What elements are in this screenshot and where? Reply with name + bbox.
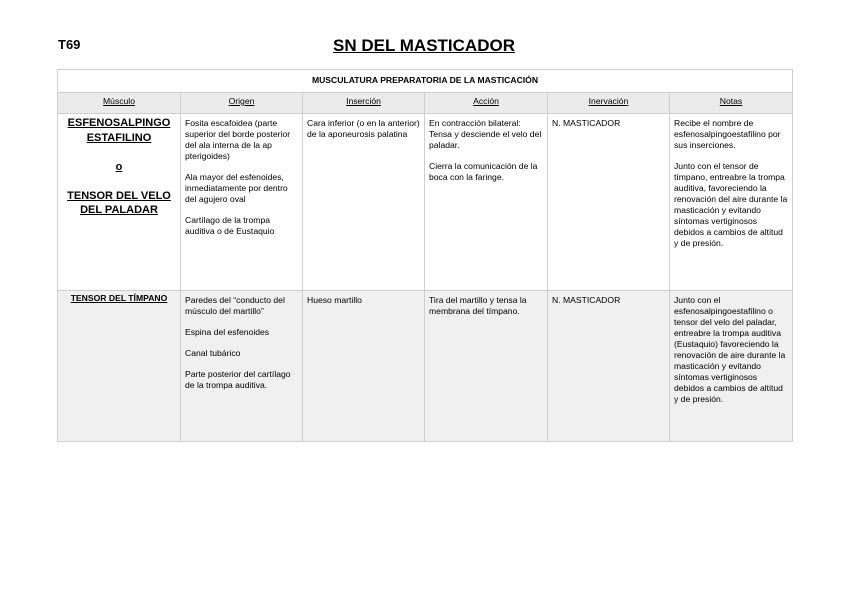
origin-text: Paredes del “conducto del músculo del martillo”: [185, 295, 285, 316]
insertion-cell: [303, 291, 425, 442]
muscle-name-line: TENSOR DEL VELO: [67, 189, 171, 202]
muscle-name-line: ESTAFILINO: [86, 131, 152, 144]
table-row: [58, 291, 793, 442]
muscle-name-line: DEL PALADAR: [80, 204, 158, 217]
musculature-table: [57, 69, 793, 442]
action-text: En contracción bilateral: Tensa y desciende el velo del paladar.: [429, 118, 542, 150]
document-title: SN DEL MASTICADOR: [333, 36, 515, 55]
table-banner: MUSCULATURA PREPARATORIA DE LA MASTICACIÓN: [58, 70, 793, 93]
notes-text: Junto con el tensor de tímpano, entreabre la trompa auditiva, favoreciendo la renovación del aire durante la masticación y evitando síntomas vertiginosos debidos a cambios de altitud y de presión.: [674, 161, 788, 248]
muscle-name-or: o: [115, 160, 123, 173]
notes-cell: [670, 291, 793, 442]
notes-cell: [670, 114, 793, 291]
muscle-name-line: TENSOR DEL TÍMPANO: [70, 293, 168, 303]
header-accion: Acción: [425, 93, 548, 114]
innervation-cell: [548, 114, 670, 291]
header-insercion: Inserción: [303, 93, 425, 114]
origin-text: Espina del esfenoides: [185, 327, 270, 337]
action-cell: [425, 291, 548, 442]
header-row: [58, 93, 793, 114]
origin-text: Parte posterior del cartílago de la trompa auditiva.: [185, 369, 291, 390]
action-text: Cierra la comunicación de la boca con la faringe.: [429, 161, 538, 182]
innervation-text: N. MASTICADOR: [552, 295, 621, 305]
header-notas: Notas: [670, 93, 793, 114]
origin-text: Ala mayor del esfenoides, inmediatamente por dentro del agujero oval: [185, 172, 288, 204]
header-inervacion: Inervación: [548, 93, 670, 114]
header-musculo: Músculo: [58, 93, 181, 114]
origin-text: Cartílago de la trompa auditiva o de Eustaquio: [185, 215, 275, 236]
table-row: [58, 114, 793, 291]
innervation-cell: [548, 291, 670, 442]
origin-text: Fosita escafoidea (parte superior del borde posterior del ala interna de la ap pterigoides): [185, 118, 291, 161]
origin-cell: [181, 114, 303, 291]
notes-text: Recibe el nombre de esfenosalpingoestafilino por sus inserciones.: [674, 118, 781, 150]
insertion-text: Hueso martillo: [307, 295, 362, 305]
muscle-name-line: ESFENOSALPINGO: [67, 117, 171, 129]
notes-text: Junto con el esfenosalpingoestafilino o tensor del velo del paladar, entreabre la trompa auditiva (Eustaquio) favoreciendo la renovación de aire durante la masticación y evitando síntomas vertiginosos debidos a cambios de altitud y de presión.: [674, 295, 786, 404]
action-text: Tira del martillo y tensa la membrana del tímpano.: [429, 295, 527, 316]
insertion-cell: [303, 114, 425, 291]
origin-text: Canal tubárico: [185, 348, 241, 358]
action-cell: [425, 114, 548, 291]
origin-cell: [181, 291, 303, 442]
document-code: T69: [58, 37, 81, 52]
insertion-text: Cara inferior (o en la anterior) de la aponeurosis palatina: [307, 118, 420, 139]
innervation-text: N. MASTICADOR: [552, 118, 621, 128]
muscle-name-cell: [58, 291, 181, 442]
muscle-name-cell: [58, 114, 181, 291]
header-origen: Origen: [181, 93, 303, 114]
